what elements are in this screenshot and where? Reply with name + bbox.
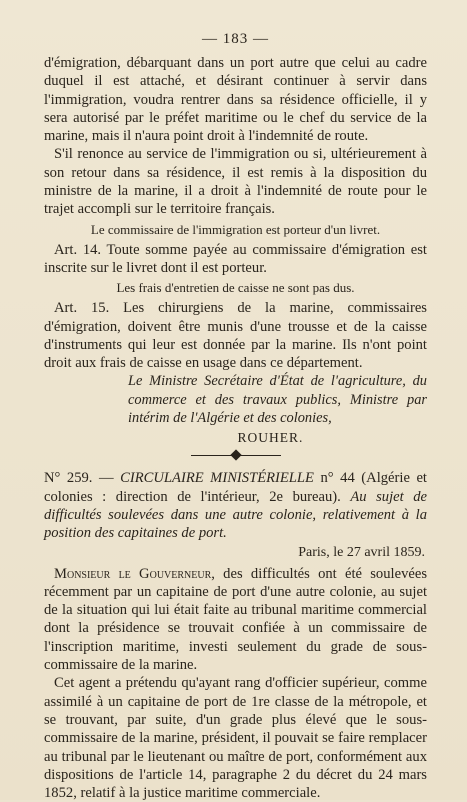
article-15: Art. 15. Les chirurgiens de la marine, commissaires d'émigration, doivent être munis d'une trousse et de la caisse d'instruments qui leur est donnée par la marine. Ils n'ont point droit aux frais de caisse en usage dans ce département. bbox=[44, 300, 427, 372]
margin-note-2: Les frais d'entretien de caisse ne sont pas dus. bbox=[116, 280, 355, 296]
circular-number: N° 259. bbox=[44, 470, 93, 487]
paragraph-2: S'il renonce au service de l'immigration ou si, ultérieurement à son retour dans sa résidence, il est remis à la disposition du ministre de la marine, il a droit à l'indemnité de route pour le trajet accompli sur le territoire français. bbox=[44, 146, 427, 218]
margin-note-1: Le commissaire de l'immigration est porteur d'un livret. bbox=[90, 221, 381, 237]
paragraph-6: Cet agent a prétendu qu'ayant rang d'officier supérieur, comme assimilé à un capitaine de port de 1re classe de la métropole, et se trouvant, par suite, d'un grade plus élevé que le sous-commissaire de la marine, président, il pouvait se faire remplacer au tribunal par le lieutenant ou maître de port, conformément aux dispositions de l'article 14, paragraphe 2 du décret du 24 mars 1852, relatif à la justice maritime commerciale. bbox=[44, 675, 427, 802]
paragraph-5 bbox=[44, 565, 427, 675]
page-number: — 183 — bbox=[202, 31, 269, 47]
section-divider bbox=[191, 449, 281, 461]
paragraph-1: d'émigration, débarquant dans un port autre que celui au cadre duquel il est attaché, et désirant continuer à servir dans l'immigration, voudra rentrer dans sa résidence officielle, il y sera autorisé par le préfet maritime ou le chef du service de la marine, mais il n'aura point droit à l'indemnité de route. bbox=[44, 55, 427, 145]
paragraph-5-text: des difficultés ont été soulevées récemment par un capitaine de port d'une autre colonie, au sujet de la situation qui lui était faite au tribunal maritime commercial dont la présidence se trouvait confiée à un commissaire de l'inscription maritime, investi seulement du grade de sous-commissaire de la marine. bbox=[44, 565, 427, 674]
circular-dash: — bbox=[99, 470, 114, 487]
circular-title: CIRCULAIRE MINISTÉRIELLE bbox=[120, 470, 314, 487]
circular-reference: n° 44 (Algérie et colonies : direction de l'intérieur, 2e bureau). bbox=[44, 470, 427, 505]
article-14: Art. 14. Toute somme payée au commissaire d'émigration est inscrite sur le livret dont il est porteur. bbox=[44, 241, 427, 276]
salutation: Monsieur le Gouverneur, bbox=[54, 565, 215, 582]
signature-name: ROUHER. bbox=[237, 430, 304, 446]
circular-heading bbox=[44, 469, 427, 542]
circular-date: Paris, le 27 avril 1859. bbox=[298, 544, 425, 560]
signature-block: Le Ministre Secrétaire d'État de l'agriculture, du commerce et des travaux publics, Ministre par intérim de l'Algérie et des colonies, bbox=[128, 373, 427, 427]
circular-subject: Au sujet de difficultés soulevées dans une autre colonie, relativement à la position des capitaines de port. bbox=[44, 488, 428, 542]
